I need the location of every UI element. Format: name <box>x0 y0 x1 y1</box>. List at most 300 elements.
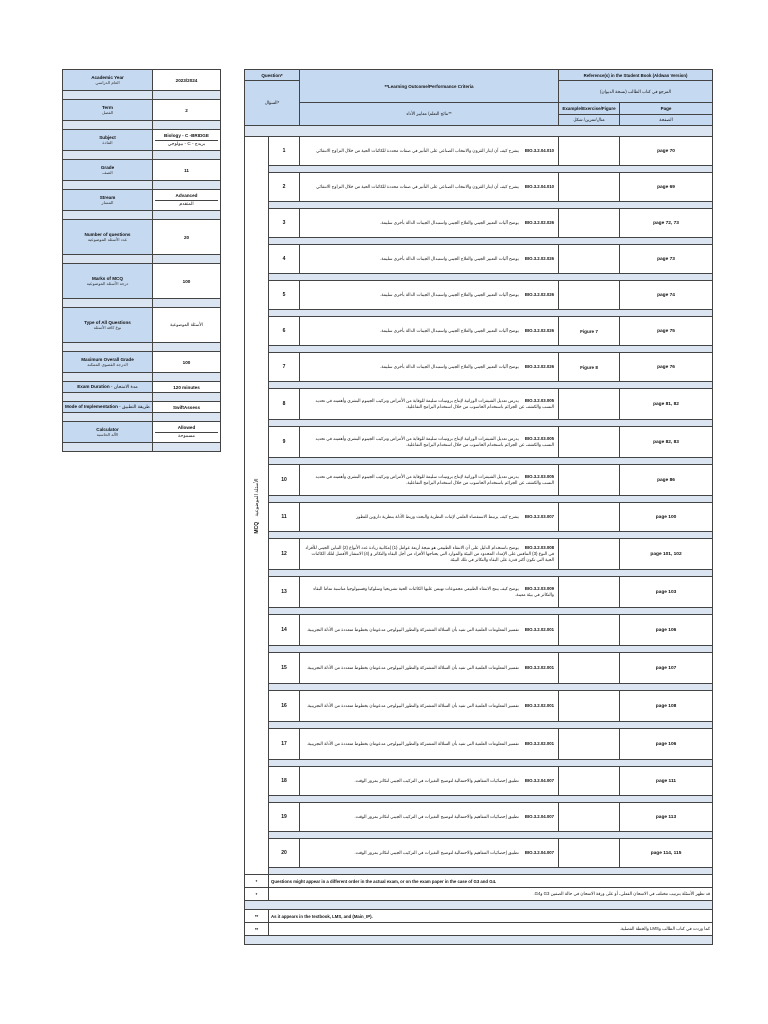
note-row <box>245 888 713 901</box>
info-row <box>63 402 221 413</box>
question-number: 19 <box>269 803 300 832</box>
info-value <box>153 160 221 181</box>
spacer-cell <box>269 646 713 653</box>
info-value <box>153 100 221 121</box>
info-value <box>153 352 221 373</box>
info-label-en: Grade <box>100 165 115 170</box>
spacer-cell <box>269 532 713 539</box>
outcome-text: تفسير المعلومات العلمية التي تفيد بأن السلالة المشتركة والتطور البيولوجي مدعومان بخطوط متعددة من الأدلة التجريبية. <box>306 740 519 746</box>
page-reference: page 86 <box>620 465 713 496</box>
question-row <box>245 729 713 760</box>
question-number: 15 <box>269 653 300 684</box>
outcome-text: يوضح آليات التعبير الجيني والعلاج الجيني واستبدال الجينات الدالة بأخرى سليمة. <box>380 327 519 333</box>
question-number: 9 <box>269 427 300 458</box>
spacer-cell <box>269 420 713 427</box>
info-value-primary: 100 <box>182 278 191 284</box>
info-row <box>63 70 221 91</box>
outcome-code: BIO.3.2.03.008 <box>524 544 555 550</box>
note-row <box>245 910 713 923</box>
learning-outcome <box>300 503 559 532</box>
spacer-cell <box>153 91 221 100</box>
note-marker: ** <box>245 910 269 923</box>
outcome-text: تفسير المعلومات العلمية التي تفيد بأن السلالة المشتركة والتطور البيولوجي مدعومان بخطوط متعددة من الأدلة التجريبية. <box>306 664 519 670</box>
info-value-primary: Biology - C -BRIDGE <box>164 133 209 138</box>
info-value <box>153 70 221 91</box>
criteria-header-ar: نتائج التعلم/ معايير الأداء** <box>300 103 559 126</box>
info-value-primary: 11 <box>184 167 189 173</box>
info-value-secondary: المتقدم <box>155 200 218 207</box>
info-value <box>153 190 221 211</box>
question-header-ar: السؤال* <box>245 81 300 126</box>
note-marker: ** <box>245 923 269 936</box>
spacer-cell <box>269 346 713 353</box>
spacer-cell <box>153 413 221 422</box>
info-value-primary: الأسئلة الموضوعية <box>170 322 203 327</box>
example-figure <box>559 767 620 796</box>
spacer-cell <box>269 458 713 465</box>
learning-outcome <box>300 839 559 868</box>
page-reference: page 100 <box>620 503 713 532</box>
info-value-secondary: مسموحة <box>155 432 218 439</box>
mcq-label-en: MCQ <box>253 521 260 534</box>
example-figure <box>559 465 620 496</box>
question-row <box>245 503 713 532</box>
outcome-code: BIO.3.2.04.007 <box>524 777 555 783</box>
spacer-cell <box>63 373 153 382</box>
spacer-cell <box>153 151 221 160</box>
question-row <box>245 803 713 832</box>
info-row <box>63 382 221 393</box>
question-row <box>245 317 713 346</box>
spacer-cell <box>63 91 153 100</box>
learning-outcome <box>300 729 559 760</box>
mcq-label-text <box>254 478 260 533</box>
question-number: 11 <box>269 503 300 532</box>
learning-outcome <box>300 767 559 796</box>
question-number: 2 <box>269 173 300 202</box>
note-text: As it appears in the textbook, LMS, and (Main_IP). <box>269 910 713 923</box>
info-spacer-row <box>63 151 221 160</box>
outcome-code: BIO.3.2.03.005 <box>524 435 555 441</box>
info-label-ar: العام الدراسي <box>95 80 120 85</box>
outcome-text: يدرس تعديل الشيفرات الوراثية لإنتاج بروتينات سليمة للوقاية من الأمراض وتركيب الجينوم البشري وأهميته في تحديد النسب والكشف عن الجرائم باستخدام الحاسوب من خلال استخدام البرامج التفاعلية. <box>315 397 555 409</box>
info-label-en: Type of All Questions <box>84 320 131 325</box>
exam-blueprint-table <box>244 69 713 945</box>
info-label-ar: المسار <box>101 200 114 205</box>
outcome-code: BIO.3.2.02.001 <box>524 664 555 670</box>
page-reference: page 114, 115 <box>620 839 713 868</box>
page-reference: page 75 <box>620 317 713 346</box>
info-spacer-row <box>63 373 221 382</box>
outcome-text: يوضح آليات التعبير الجيني والعلاج الجيني واستبدال الجينات الدالة بأخرى سليمة. <box>380 219 519 225</box>
question-number: 14 <box>269 615 300 646</box>
info-label <box>63 160 153 181</box>
question-number: 3 <box>269 209 300 238</box>
info-spacer-row <box>63 181 221 190</box>
question-number: 17 <box>269 729 300 760</box>
info-label-ar: المادة <box>102 140 113 145</box>
spacer-cell <box>153 343 221 352</box>
info-spacer-row <box>63 343 221 352</box>
question-number: 4 <box>269 245 300 274</box>
info-spacer-row <box>63 211 221 220</box>
info-label-en: Number of questions <box>84 232 131 237</box>
learning-outcome <box>300 615 559 646</box>
spacer-cell <box>63 413 153 422</box>
info-label-ar: عدد الأسئلة الموضوعية <box>87 237 128 242</box>
spacer-row <box>245 346 713 353</box>
question-number: 6 <box>269 317 300 346</box>
page-reference: page 69 <box>620 173 713 202</box>
info-spacer-row <box>63 413 221 422</box>
note-text: كما وردت في كتاب الطالب وLMS والخطة الفصلية. <box>269 923 713 936</box>
info-value <box>153 220 221 255</box>
info-row <box>63 422 221 443</box>
info-spacer-row <box>63 393 221 402</box>
example-figure <box>559 803 620 832</box>
spacer-row <box>245 458 713 465</box>
spacer-cell <box>63 299 153 308</box>
info-label <box>63 308 153 343</box>
spacer-cell <box>63 343 153 352</box>
learning-outcome <box>300 317 559 346</box>
example-figure <box>559 173 620 202</box>
spacer-cell <box>269 608 713 615</box>
learning-outcome <box>300 353 559 382</box>
info-label-ar: طريقة التطبيق <box>121 404 150 409</box>
mcq-label-ar: الأسئلة الموضوعية <box>253 477 260 516</box>
question-row <box>245 173 713 202</box>
example-figure <box>559 539 620 570</box>
example-figure <box>559 615 620 646</box>
exam-info-table <box>62 69 221 452</box>
spacer-cell <box>269 310 713 317</box>
spacer-cell <box>269 238 713 245</box>
page-reference: page 74 <box>620 281 713 310</box>
page-reference: page 111 <box>620 767 713 796</box>
info-row <box>63 100 221 121</box>
note-text: قد تظهر الأسئلة بترتيب مختلف في الامتحان الفعلي، أو على ورقة الامتحان في حالة الصفين G3 وG4. <box>269 888 713 901</box>
outcome-text: يوضح كيف ينتج الانتقاء الطبيعي مجموعات تهيمن عليها الكائنات الحية تشريحيا وسلوكيا وفسيولوجيا مناسبة تماما البقاء والتكاثر في بيئة معينة. <box>313 585 555 597</box>
info-label-ar: الدرجة القصوى الممكنة <box>87 362 128 367</box>
example-figure <box>559 691 620 722</box>
info-label-ar: الآلة الحاسبة <box>96 432 119 437</box>
example-figure <box>559 427 620 458</box>
info-spacer-row <box>63 255 221 264</box>
question-number: 8 <box>269 389 300 420</box>
info-label-en: Mode of Implementation <box>65 404 118 409</box>
outcome-code: BIO.3.2.04.007 <box>524 849 555 855</box>
outcome-code: BIO.3.2.02.001 <box>524 702 555 708</box>
page-reference: page 82, 83 <box>620 427 713 458</box>
info-label <box>63 264 153 299</box>
learning-outcome <box>300 209 559 238</box>
example-figure <box>559 281 620 310</box>
question-row <box>245 465 713 496</box>
page-reference: page 70 <box>620 137 713 166</box>
example-figure: Figure 8 <box>559 353 620 382</box>
info-spacer-row <box>63 299 221 308</box>
note-row <box>245 923 713 936</box>
spacer-cell <box>269 760 713 767</box>
spacer-cell <box>153 121 221 130</box>
question-number: 5 <box>269 281 300 310</box>
info-label <box>63 422 153 443</box>
question-row <box>245 767 713 796</box>
question-number: 16 <box>269 691 300 722</box>
info-value-primary: Advanced <box>175 193 198 198</box>
page-header: Page <box>620 103 713 115</box>
info-spacer-row <box>63 91 221 100</box>
info-label <box>63 190 153 211</box>
info-label-ar: درجة الأسئلة الموضوعية <box>86 281 129 286</box>
info-value <box>153 264 221 299</box>
outcome-text: يشرح كيف أن ايثار القرون والانتخاب الصناعي على التأثير في صفات محددة للكائنات الحية من خلال التزاوج الانتقائي <box>316 147 519 153</box>
spacer-row <box>245 570 713 577</box>
info-label-ar: مدة الامتحان <box>113 384 138 389</box>
info-row <box>63 220 221 255</box>
outcome-text: يدرس تعديل الشيفرات الوراثية لإنتاج بروتينات سليمة للوقاية من الأمراض وتركيب الجينوم البشري وأهميته في تحديد النسب والكشف عن الجرائم باستخدام الحاسوب من خلال استخدام البرامج التفاعلية. <box>315 435 555 447</box>
page-reference: page 76 <box>620 353 713 382</box>
learning-outcome <box>300 245 559 274</box>
question-number: 20 <box>269 839 300 868</box>
question-row <box>245 839 713 868</box>
info-label <box>63 130 153 151</box>
info-label-en: Exam Duration <box>77 384 110 389</box>
learning-outcome <box>300 427 559 458</box>
spacer-cell <box>269 274 713 281</box>
spacer-row <box>245 832 713 839</box>
outcome-text: تطبيق إحصائيات المفاهيم والاحتمالية لتوضيح التغيرات في التركيب الجيني لتكاثر بمرور الوقت. <box>354 777 519 783</box>
spacer-row <box>245 868 713 875</box>
question-row <box>245 281 713 310</box>
spacer-cell <box>269 570 713 577</box>
spacer-row <box>245 608 713 615</box>
example-figure <box>559 839 620 868</box>
example-figure <box>559 245 620 274</box>
spacer-row <box>245 760 713 767</box>
spacer-row <box>245 901 713 910</box>
info-row <box>63 264 221 299</box>
outcome-text: يوضح آليات التعبير الجيني والعلاج الجيني واستبدال الجينات الدالة بأخرى سليمة. <box>380 255 519 261</box>
info-label-en: Term <box>102 105 113 110</box>
learning-outcome <box>300 577 559 608</box>
info-value-primary: SwiftAssess <box>172 404 201 410</box>
learning-outcome <box>300 137 559 166</box>
info-label-en: Calculator <box>96 427 119 432</box>
page-reference: page 101, 102 <box>620 539 713 570</box>
spacer-cell <box>269 684 713 691</box>
outcome-code: BIO.3.2.04.007 <box>524 813 555 819</box>
spacer-row <box>245 684 713 691</box>
example-figure: Figure 7 <box>559 317 620 346</box>
spacer-cell <box>63 211 153 220</box>
outcome-code: BIO.3.2.03.007 <box>524 513 555 519</box>
question-row <box>245 539 713 570</box>
spacer-cell <box>269 722 713 729</box>
info-label-en: Subject <box>99 135 116 140</box>
info-value <box>153 130 221 151</box>
outcome-text: تفسير المعلومات العلمية التي تفيد بأن السلالة المشتركة والتطور البيولوجي مدعومان بخطوط متعددة من الأدلة التجريبية. <box>306 702 519 708</box>
spacer-cell <box>245 901 713 910</box>
spacer-cell <box>269 166 713 173</box>
spacer-cell <box>153 255 221 264</box>
question-row <box>245 615 713 646</box>
outcome-code: BIO.3.2.03.009 <box>524 585 555 591</box>
info-label <box>63 382 153 393</box>
spacer-cell <box>153 299 221 308</box>
question-header: Question* <box>245 70 300 81</box>
spacer-row <box>245 126 713 137</box>
question-row <box>245 577 713 608</box>
info-label-ar: الفصل <box>101 110 114 115</box>
question-row <box>245 209 713 238</box>
spacer-row <box>245 382 713 389</box>
outcome-code: BIO.3.2.02.001 <box>524 626 555 632</box>
spacer-row <box>245 722 713 729</box>
note-marker: * <box>245 888 269 901</box>
example-header-ar: مثال/تمرين/ شكل <box>559 114 620 126</box>
info-label <box>63 100 153 121</box>
reference-header: Reference(s) in the Student Book (Aldwan Version) <box>559 70 713 81</box>
info-label-en: Maximum Overall Grade <box>81 357 134 362</box>
outcome-text: يوضح آليات التعبير الجيني والعلاج الجيني واستبدال الجينات الدالة بأخرى سليمة. <box>380 291 519 297</box>
example-figure <box>559 653 620 684</box>
info-label <box>63 402 153 413</box>
outcome-code: BIO.3.2.02.026 <box>524 363 555 369</box>
page-reference: page 106 <box>620 729 713 760</box>
spacer-cell <box>63 393 153 402</box>
info-value <box>153 402 221 413</box>
info-row <box>63 160 221 181</box>
info-label-separator: - <box>117 404 122 409</box>
example-figure <box>559 503 620 532</box>
spacer-cell <box>245 126 713 137</box>
info-value-primary: 2 <box>185 107 188 113</box>
spacer-cell <box>269 868 713 875</box>
outcome-code: BIO.3.2.03.005 <box>524 397 555 403</box>
spacer-cell <box>269 382 713 389</box>
page-header-ar: الصفحة <box>620 114 713 126</box>
info-value-primary: Allowed <box>177 425 196 430</box>
outcome-code: BIO.3.2.04.010 <box>524 183 555 189</box>
outcome-text: يدرس تعديل الشيفرات الوراثية لإنتاج بروتينات سليمة للوقاية من الأمراض وتركيب الجينوم البشري وأهميته في تحديد النسب والكشف عن الجرائم باستخدام الحاسوب من خلال استخدام البرامج التفاعلية. <box>315 473 555 485</box>
learning-outcome <box>300 539 559 570</box>
outcome-code: BIO.3.2.02.026 <box>524 219 555 225</box>
page-reference: page 107 <box>620 653 713 684</box>
spacer-row <box>245 310 713 317</box>
spacer-cell <box>269 832 713 839</box>
spacer-cell <box>63 121 153 130</box>
outcome-text: تطبيق إحصائيات المفاهيم والاحتمالية لتوضيح التغيرات في التركيب الجيني لتكاثر بمرور الوقت. <box>354 813 519 819</box>
learning-outcome <box>300 281 559 310</box>
learning-outcome <box>300 691 559 722</box>
info-label-ar: نوع كافة الأسئلة <box>93 325 122 330</box>
spacer-cell <box>63 255 153 264</box>
info-value-secondary: بيولوجي - C - بريدج <box>155 140 218 147</box>
page-reference: page 72, 73 <box>620 209 713 238</box>
info-value <box>153 308 221 343</box>
spacer-row <box>245 202 713 209</box>
learning-outcome <box>300 389 559 420</box>
question-row <box>245 427 713 458</box>
outcome-code: BIO.3.2.04.010 <box>524 147 555 153</box>
spacer-row <box>245 166 713 173</box>
criteria-header: **Learning Outcome/Performance Criteria <box>300 70 559 103</box>
learning-outcome <box>300 653 559 684</box>
page-reference: page 81, 82 <box>620 389 713 420</box>
example-figure <box>559 137 620 166</box>
outcome-code: BIO.3.2.02.026 <box>524 291 555 297</box>
spacer-row <box>245 496 713 503</box>
info-spacer-row <box>63 121 221 130</box>
example-figure <box>559 389 620 420</box>
learning-outcome <box>300 803 559 832</box>
mcq-section-label <box>245 137 269 875</box>
learning-outcome <box>300 465 559 496</box>
spacer-cell <box>153 373 221 382</box>
spacer-cell <box>153 393 221 402</box>
spacer-cell <box>153 443 221 452</box>
question-row <box>245 389 713 420</box>
question-row <box>245 353 713 382</box>
outcome-text: تفسير المعلومات العلمية التي تفيد بأن السلالة المشتركة والتطور البيولوجي مدعومان بخطوط متعددة من الأدلة التجريبية. <box>306 626 519 632</box>
info-value-primary: 100 <box>182 359 191 365</box>
spacer-row <box>245 532 713 539</box>
header-row-1 <box>245 70 713 81</box>
reference-header-ar: المرجع في كتاب الطالب (نسخة الديوان) <box>559 81 713 103</box>
page-reference: page 103 <box>620 577 713 608</box>
page-reference: page 106 <box>620 615 713 646</box>
question-number: 10 <box>269 465 300 496</box>
info-row <box>63 130 221 151</box>
page-reference: page 113 <box>620 803 713 832</box>
info-label <box>63 70 153 91</box>
page-reference: page 73 <box>620 245 713 274</box>
question-row <box>245 691 713 722</box>
outcome-code: BIO.3.2.02.026 <box>524 255 555 261</box>
info-label-en: Marks of MCQ <box>92 276 123 281</box>
page-reference: page 108 <box>620 691 713 722</box>
spacer-row <box>245 274 713 281</box>
outcome-code: BIO.3.2.03.005 <box>524 473 555 479</box>
spacer-row <box>245 796 713 803</box>
info-row <box>63 190 221 211</box>
outcome-text: يشرح كيف أن ايثار القرون والانتخاب الصناعي على التأثير في صفات محددة للكائنات الحية من خلال التزاوج الانتقائي <box>316 183 519 189</box>
header-row-3 <box>245 103 713 115</box>
info-value-primary: 20 <box>183 234 190 240</box>
info-label-en: Academic Year <box>91 75 124 80</box>
spacer-cell <box>245 936 713 945</box>
learning-outcome <box>300 173 559 202</box>
info-value-primary: 120 minutes <box>173 384 200 390</box>
example-figure <box>559 209 620 238</box>
info-label <box>63 220 153 255</box>
question-number: 12 <box>269 539 300 570</box>
spacer-cell <box>269 202 713 209</box>
question-number: 18 <box>269 767 300 796</box>
question-number: 1 <box>269 137 300 166</box>
question-row <box>245 653 713 684</box>
example-header: Example/Exercise/Figure <box>559 103 620 115</box>
outcome-text: يشرح كيف يرتبط الاستقصاء العلمي لإثبات النظرية والبحث وربط الأدلة بنظرية داروين للتطور <box>356 513 519 519</box>
example-figure <box>559 577 620 608</box>
info-value <box>153 422 221 443</box>
info-spacer-row <box>63 443 221 452</box>
spacer-cell <box>269 496 713 503</box>
question-row <box>245 245 713 274</box>
spacer-cell <box>153 211 221 220</box>
